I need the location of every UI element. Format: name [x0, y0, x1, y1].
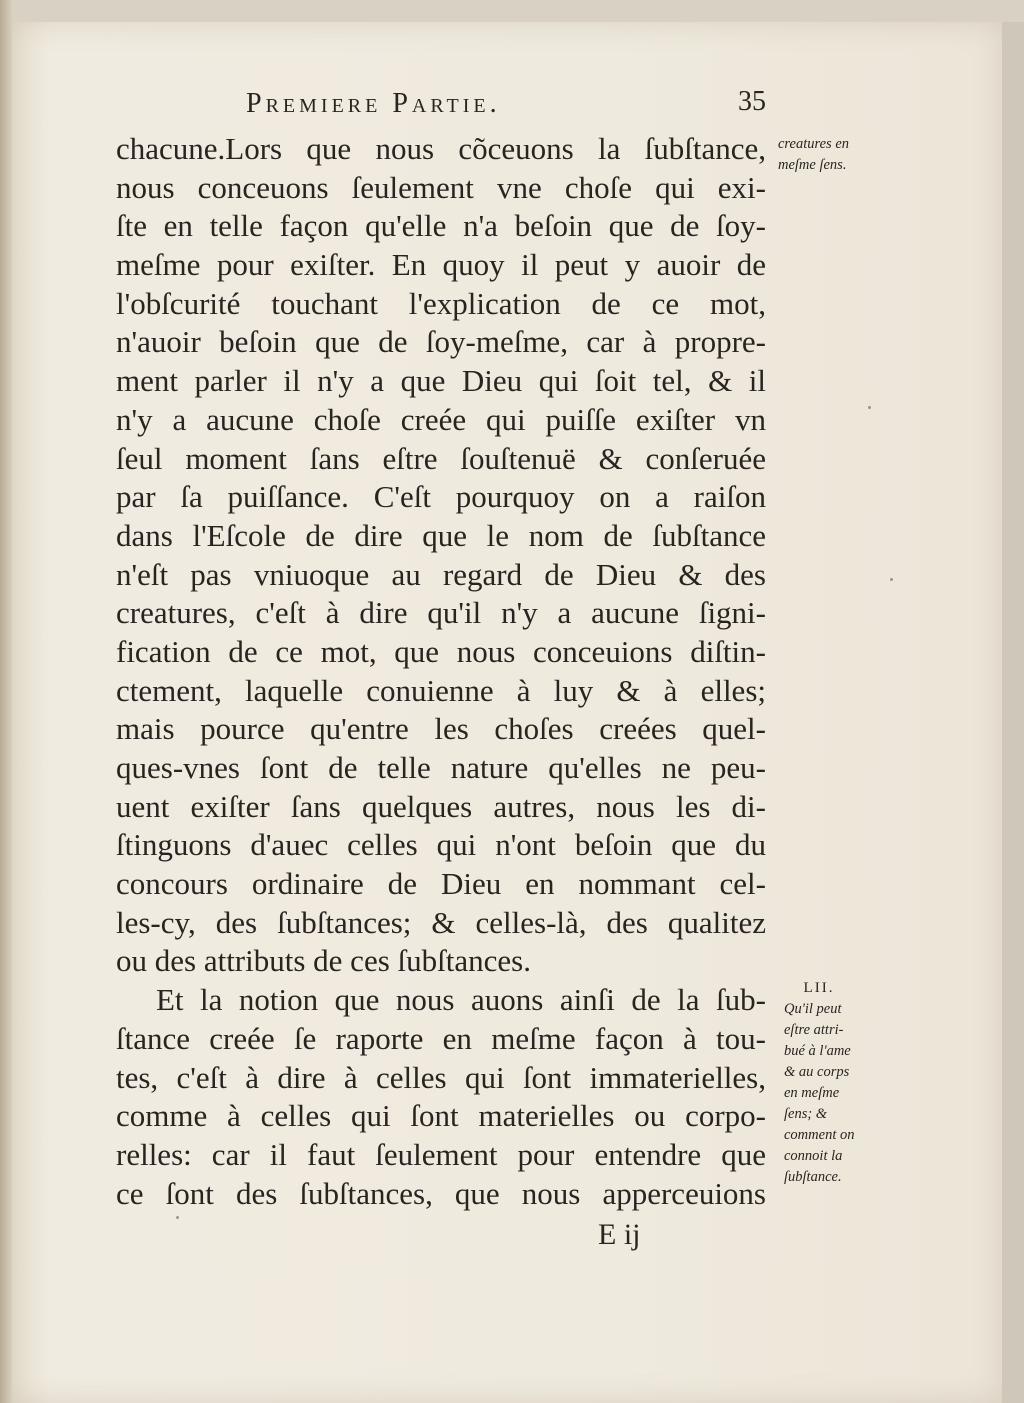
text-line: n'auoir beſoin que de ſoy-meſme, car à propre-: [116, 324, 766, 360]
text-line: n'y a aucune choſe creée qui puiſſe exiſter vn: [116, 401, 766, 437]
text-line: ou des attributs de ces ſubſtances.: [116, 943, 531, 979]
body-text: [116, 130, 766, 1213]
text-line: relles: car il faut ſeulement pour entendre que: [116, 1136, 766, 1172]
text-line: creatures, c'eſt à dire qu'il n'y a aucune ſigni-: [116, 595, 766, 631]
text-line: chacune.Lors que nous cõceuons la ſubſtance,: [116, 131, 766, 166]
text-line: concours ordinaire de Dieu en nommant cel-: [116, 866, 766, 902]
text-line: n'eſt pas vniuoque au regard de Dieu & des: [116, 556, 766, 592]
running-head: [246, 84, 766, 128]
text-line: ctement, laquelle conuienne à luy & à elles;: [116, 672, 766, 708]
margin-note-line: Qu'il peut: [784, 1001, 842, 1017]
margin-note-line: ſens; &: [784, 1106, 828, 1122]
margin-note-line: meſme ſens.: [778, 157, 847, 173]
text-line: dans l'Eſcole de dire que le nom de ſubſtance: [116, 517, 766, 553]
text-line: meſme pour exiſter. En quoy il peut y auoir de: [116, 247, 766, 283]
text-line: ſeul moment ſans eſtre ſouſtenuë & conſeruée: [116, 440, 766, 476]
text-line: par ſa puiſſance. C'eſt pourquoy on a raiſon: [116, 479, 766, 515]
text-line: nous conceuons ſeulement vne choſe qui exi-: [116, 169, 766, 205]
running-head-title: Premiere Partie.: [246, 88, 501, 119]
margin-note-line: creatures en: [778, 136, 849, 152]
paper-speck: [868, 406, 871, 409]
margin-note-article-52: [784, 978, 894, 1188]
text-line: les-cy, des ſubſtances; & celles-là, des qualitez: [116, 904, 766, 940]
margin-note-line: & au corps: [784, 1064, 850, 1080]
text-line: uent exiſter ſans quelques autres, nous les di-: [116, 788, 766, 824]
signature-mark: E ij: [598, 1218, 641, 1251]
text-line: comme à celles qui ſont materielles ou corpo-: [116, 1098, 766, 1134]
page-edge-background: [1002, 22, 1024, 1403]
margin-note-line: connoit la: [784, 1148, 843, 1164]
margin-note-line: ſubſtance.: [784, 1169, 842, 1185]
text-line: ſtinguons d'auec celles qui n'ont beſoin que du: [116, 827, 766, 863]
paper-speck: [176, 1216, 179, 1219]
text-line: l'obſcurité touchant l'explication de ce mot,: [116, 285, 766, 321]
article-number: LII.: [803, 980, 835, 996]
margin-note-creatures: [778, 134, 888, 176]
paper-speck: [890, 578, 893, 581]
text-line: ſte en telle façon qu'elle n'a beſoin que de ſoy-: [116, 208, 766, 244]
text-line: ce ſont des ſubſtances, que nous apperceuions: [116, 1175, 766, 1211]
text-line: ſtance creée ſe raporte en meſme façon à tou-: [116, 1020, 766, 1056]
text-line: tes, c'eſt à dire à celles qui ſont immaterielles,: [116, 1059, 766, 1095]
text-line: ques-vnes ſont de telle nature qu'elles ne peu-: [116, 750, 766, 785]
margin-note-line: bué à l'ame: [784, 1043, 851, 1059]
text-line: ment parler il n'y a que Dieu qui ſoit tel, & il: [116, 363, 766, 399]
margin-note-line: en meſme: [784, 1085, 840, 1101]
text-line: mais pource qu'entre les choſes creées quel-: [116, 711, 766, 747]
page-number: 35: [738, 86, 766, 117]
text-line: fication de ce mot, que nous conceuions diſtin-: [116, 633, 766, 669]
paragraph-start-line: Et la notion que nous auons ainſi de la ſub-: [156, 982, 766, 1018]
margin-note-line: eſtre attri-: [784, 1022, 844, 1038]
margin-note-line: comment on: [784, 1127, 855, 1143]
